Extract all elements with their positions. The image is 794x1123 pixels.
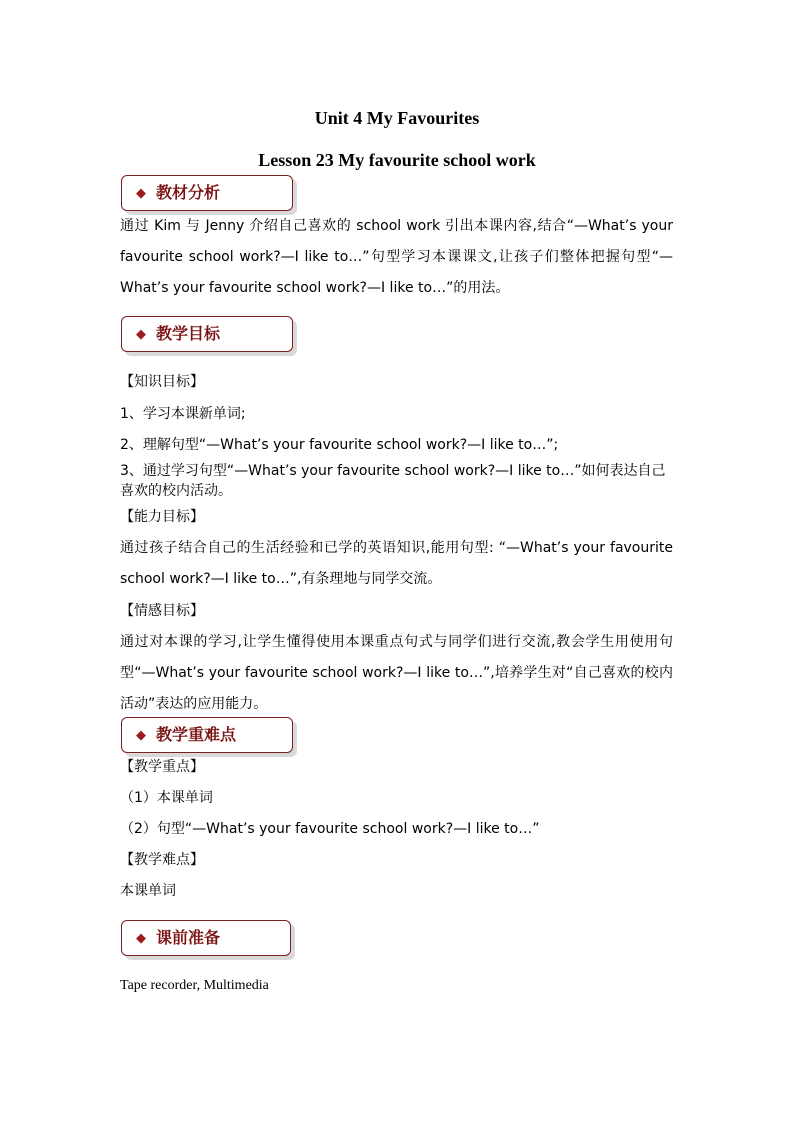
emotion-heading: 【情感目标】: [120, 603, 204, 619]
diamond-icon: ◆: [136, 930, 146, 945]
emotion-paragraph: 通过对本课的学习,让学生懂得使用本课重点句式与同学们进行交流,教会学生用使用句型“—What’s your favourite school work?—I like to…”,培养学生对“自己喜欢的校内活动”表达的应用能力。: [120, 634, 673, 712]
focus-heading: 【教学重点】: [120, 759, 204, 775]
section-header-objectives: [121, 316, 293, 352]
section-title: 教学重难点: [156, 725, 237, 744]
lesson-title: Lesson 23 My favourite school work: [258, 150, 536, 170]
section-header-key-points: [121, 717, 293, 753]
difficulty-heading: 【教学难点】: [120, 852, 204, 868]
knowledge-item-1: 1、学习本课新单词;: [120, 406, 246, 422]
focus-item-1: （1）本课单词: [120, 790, 213, 806]
diamond-icon: ◆: [136, 185, 146, 200]
difficulty-text: 本课单词: [120, 883, 176, 899]
diamond-icon: ◆: [136, 727, 146, 742]
knowledge-item-3: 3、通过学习句型“—What’s your favourite school work?—I like to…”如何表达自己喜欢的校内活动。: [120, 463, 666, 499]
section-header-analysis: [121, 175, 293, 211]
section-header-preparation: [121, 920, 291, 956]
section-title: 教学目标: [156, 324, 221, 343]
analysis-paragraph: 通过 Kim 与 Jenny 介绍自己喜欢的 school work 引出本课内容,结合“—What’s your favourite school work?—I like to…”句型学习本课课文,让孩子们整体把握句型“—What’s your favourite school work?—I like to…”的用法。: [120, 218, 673, 296]
knowledge-item-2: 2、理解句型“—What’s your favourite school work?—I like to…”;: [120, 437, 559, 453]
section-title: 教材分析: [156, 183, 221, 202]
diamond-icon: ◆: [136, 326, 146, 341]
section-title: 课前准备: [156, 928, 221, 947]
preparation-text: Tape recorder, Multimedia: [120, 978, 269, 993]
unit-title: Unit 4 My Favourites: [314, 108, 480, 128]
ability-paragraph: 通过孩子结合自己的生活经验和已学的英语知识,能用句型: “—What’s your favourite school work?—I like to…”,有条理地与同学交流。: [120, 540, 673, 587]
ability-heading: 【能力目标】: [120, 509, 204, 525]
knowledge-heading: 【知识目标】: [120, 374, 204, 390]
focus-item-2: （2）句型“—What’s your favourite school work?—I like to…”: [120, 821, 540, 837]
